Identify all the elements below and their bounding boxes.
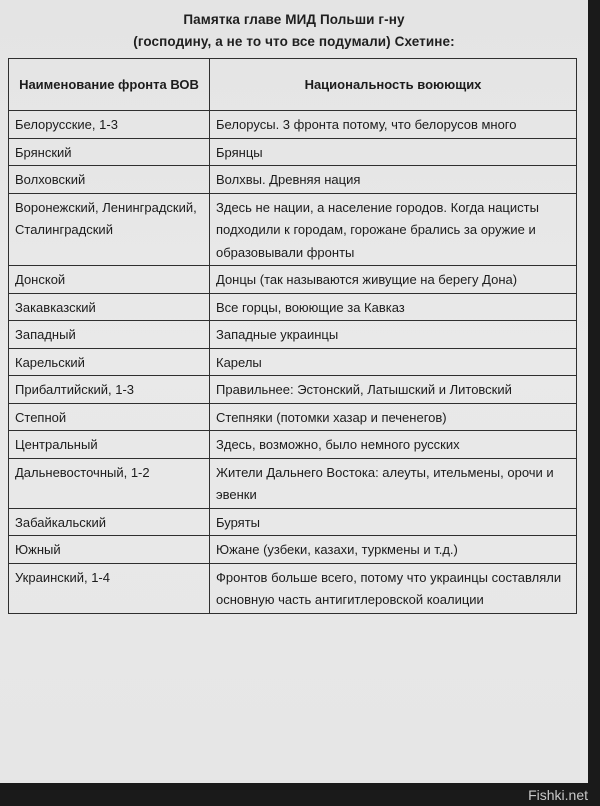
front-name-cell: Брянский (9, 138, 210, 166)
fronts-table (8, 58, 577, 614)
table-header-row (9, 59, 577, 111)
table-row (9, 321, 577, 349)
nationality-cell: Здесь не нации, а население городов. Когда нацисты подходили к городам, горожане брались за оружие и образовывали фронты (210, 193, 577, 266)
nationality-cell: Степняки (потомки хазар и печенегов) (210, 403, 577, 431)
table-row (9, 293, 577, 321)
memo-title: Памятка главе МИД Польши г-ну (183, 12, 405, 27)
table-row (9, 111, 577, 139)
nationality-cell: Южане (узбеки, казахи, туркмены и т.д.) (210, 536, 577, 564)
nationality-cell: Донцы (так называются живущие на берегу Дона) (210, 266, 577, 294)
front-name-cell: Закавказский (9, 293, 210, 321)
nationality-cell: Фронтов больше всего, потому что украинцы составляли основную часть антигитлеровской коалиции (210, 563, 577, 613)
nationality-cell: Западные украинцы (210, 321, 577, 349)
front-name-cell: Южный (9, 536, 210, 564)
front-name-cell: Донской (9, 266, 210, 294)
front-name-cell: Воронежский, Ленинградский, Сталинградский (9, 193, 210, 266)
nationality-cell: Все горцы, воюющие за Кавказ (210, 293, 577, 321)
memo-subtitle: (господину, а не то что все подумали) Схетине: (133, 34, 455, 49)
front-name-cell: Прибалтийский, 1-3 (9, 376, 210, 404)
table-row (9, 536, 577, 564)
front-name-cell: Украинский, 1-4 (9, 563, 210, 613)
table-row (9, 458, 577, 508)
front-name-cell: Дальневосточный, 1-2 (9, 458, 210, 508)
nationality-cell: Брянцы (210, 138, 577, 166)
table-row (9, 138, 577, 166)
watermark: Fishki.net (528, 787, 588, 803)
nationality-cell: Буряты (210, 508, 577, 536)
nationality-cell: Здесь, возможно, было немного русских (210, 431, 577, 459)
header-nationality: Национальность воюющих (210, 59, 577, 111)
front-name-cell: Забайкальский (9, 508, 210, 536)
table-row (9, 166, 577, 194)
front-name-cell: Карельский (9, 348, 210, 376)
nationality-cell: Волхвы. Древняя нация (210, 166, 577, 194)
table-row (9, 193, 577, 266)
header-front-name: Наименование фронта ВОВ (9, 59, 210, 111)
table-row (9, 563, 577, 613)
nationality-cell: Белорусы. 3 фронта потому, что белорусов много (210, 111, 577, 139)
table-row (9, 431, 577, 459)
table-row (9, 403, 577, 431)
nationality-cell: Жители Дальнего Востока: алеуты, ительмены, орочи и эвенки (210, 458, 577, 508)
table-row (9, 348, 577, 376)
table-row (9, 508, 577, 536)
front-name-cell: Западный (9, 321, 210, 349)
table-row (9, 266, 577, 294)
front-name-cell: Степной (9, 403, 210, 431)
table-row (9, 376, 577, 404)
front-name-cell: Волховский (9, 166, 210, 194)
front-name-cell: Белорусские, 1-3 (9, 111, 210, 139)
front-name-cell: Центральный (9, 431, 210, 459)
nationality-cell: Правильнее: Эстонский, Латышский и Литовский (210, 376, 577, 404)
nationality-cell: Карелы (210, 348, 577, 376)
